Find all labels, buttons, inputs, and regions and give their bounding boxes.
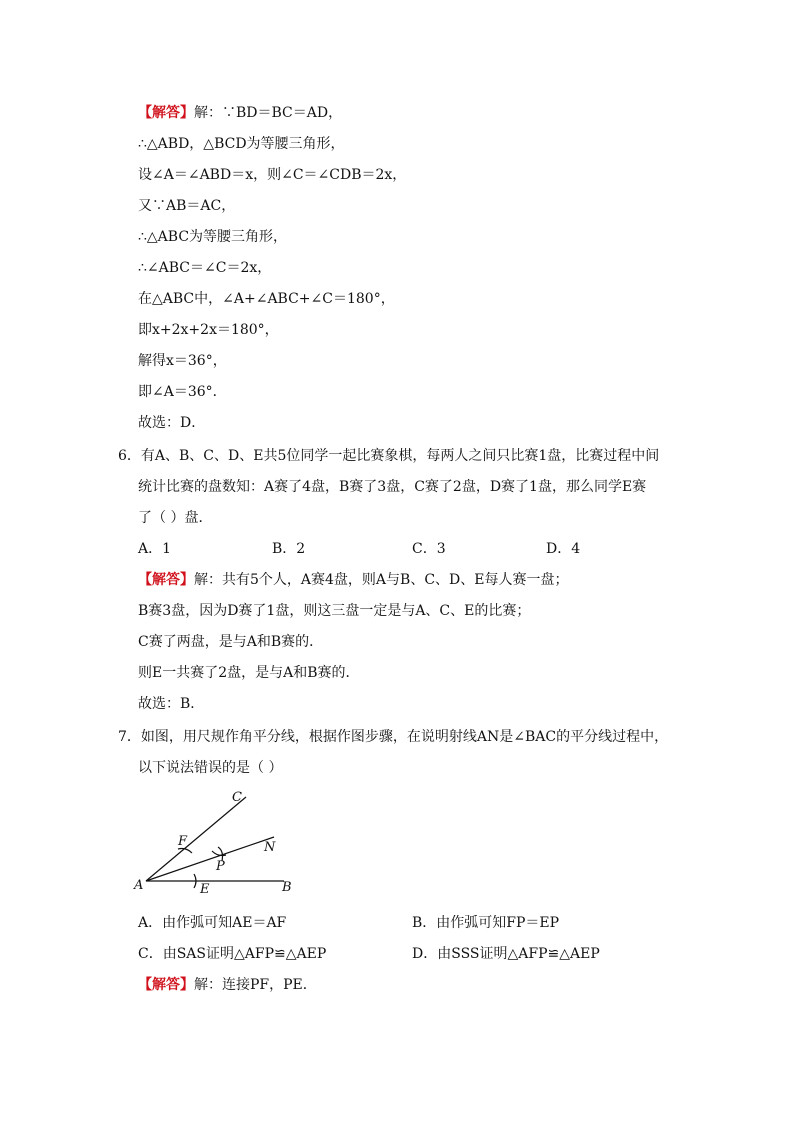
ray-an bbox=[146, 837, 274, 881]
solution-7-line-1 bbox=[138, 976, 317, 994]
question-6-line-1: 6．有A、B、C、D、E共5位同学一起比赛象棋，每两人之间只比赛1盘，比赛过程中间 bbox=[118, 448, 660, 464]
question-6-line-3: 了（ ）盘． bbox=[138, 510, 213, 526]
question-6-option-c: C．3 bbox=[412, 541, 446, 557]
label-f: F bbox=[178, 834, 188, 849]
answer-tag: 【解答】 bbox=[138, 572, 194, 588]
label-n: N bbox=[264, 840, 276, 855]
solution-5-line-5: ∴△ABC为等腰三角形， bbox=[138, 229, 288, 245]
question-7-option-a: A．由作弧可知AE＝AF bbox=[138, 915, 287, 931]
label-a: A bbox=[134, 878, 144, 893]
solution-5-line-3: 设∠A＝∠ABD＝x，则∠C＝∠CDB＝2x， bbox=[138, 167, 407, 183]
solution-5-line-8: 即x+2x+2x＝180°， bbox=[138, 322, 279, 338]
solution-5-line-1 bbox=[138, 104, 342, 122]
solution-text: 解：连接PF，PE． bbox=[194, 977, 317, 993]
question-7-option-b: B．由作弧可知FP＝EP bbox=[412, 915, 560, 931]
label-e: E bbox=[200, 882, 210, 897]
answer-tag: 【解答】 bbox=[138, 977, 194, 993]
angle-bisector-figure bbox=[132, 785, 312, 897]
solution-6-line-5: 故选：B． bbox=[138, 696, 205, 712]
question-7-line-1: 7．如图，用尺规作角平分线，根据作图步骤，在说明射线AN是∠BAC的平分线过程中， bbox=[118, 729, 669, 745]
question-6-option-d: D．4 bbox=[546, 541, 581, 557]
solution-6-line-4: 则E一共赛了2盘，是与A和B赛的． bbox=[138, 665, 360, 681]
solution-6-line-2: B赛3盘，因为D赛了1盘，则这三盘一定是与A、C、E的比赛； bbox=[138, 603, 531, 619]
solution-6-line-1 bbox=[138, 571, 568, 589]
question-6-line-2: 统计比赛的盘数知：A赛了4盘，B赛了3盘，C赛了2盘，D赛了1盘，那么同学E赛 bbox=[138, 479, 647, 495]
label-b: B bbox=[282, 880, 292, 895]
solution-5-line-6: ∴∠ABC＝∠C＝2x， bbox=[138, 260, 272, 276]
solution-5-line-10: 即∠A＝36°． bbox=[138, 384, 227, 400]
question-7-line-2: 以下说法错误的是（ ） bbox=[138, 760, 283, 776]
solution-5-line-2: ∴△ABD，△BCD为等腰三角形， bbox=[138, 136, 345, 152]
question-7-option-c: C．由SAS证明△AFP≌△AEP bbox=[138, 946, 327, 962]
question-6-option-b: B．2 bbox=[272, 541, 306, 557]
solution-5-line-4: 又∵AB＝AC， bbox=[138, 198, 236, 214]
solution-5-line-9: 解得x＝36°， bbox=[138, 353, 227, 369]
solution-5-line-11: 故选：D． bbox=[138, 415, 206, 431]
question-7-option-d: D．由SSS证明△AFP≌△AEP bbox=[412, 946, 600, 962]
solution-text: 解：∵BD＝BC＝AD， bbox=[194, 105, 343, 121]
answer-tag: 【解答】 bbox=[138, 105, 194, 121]
label-c: C bbox=[232, 790, 242, 805]
arc-p-1 bbox=[212, 851, 226, 856]
label-p: P bbox=[216, 859, 225, 874]
question-6-option-a: A．1 bbox=[138, 541, 172, 557]
solution-text: 解：共有5个人，A赛4盘，则A与B、C、D、E每人赛一盘； bbox=[194, 572, 569, 588]
solution-6-line-3: C赛了两盘，是与A和B赛的． bbox=[138, 634, 324, 650]
solution-5-line-7: 在△ABC中，∠A+∠ABC+∠C＝180°， bbox=[138, 291, 395, 307]
ray-ac bbox=[146, 797, 246, 881]
